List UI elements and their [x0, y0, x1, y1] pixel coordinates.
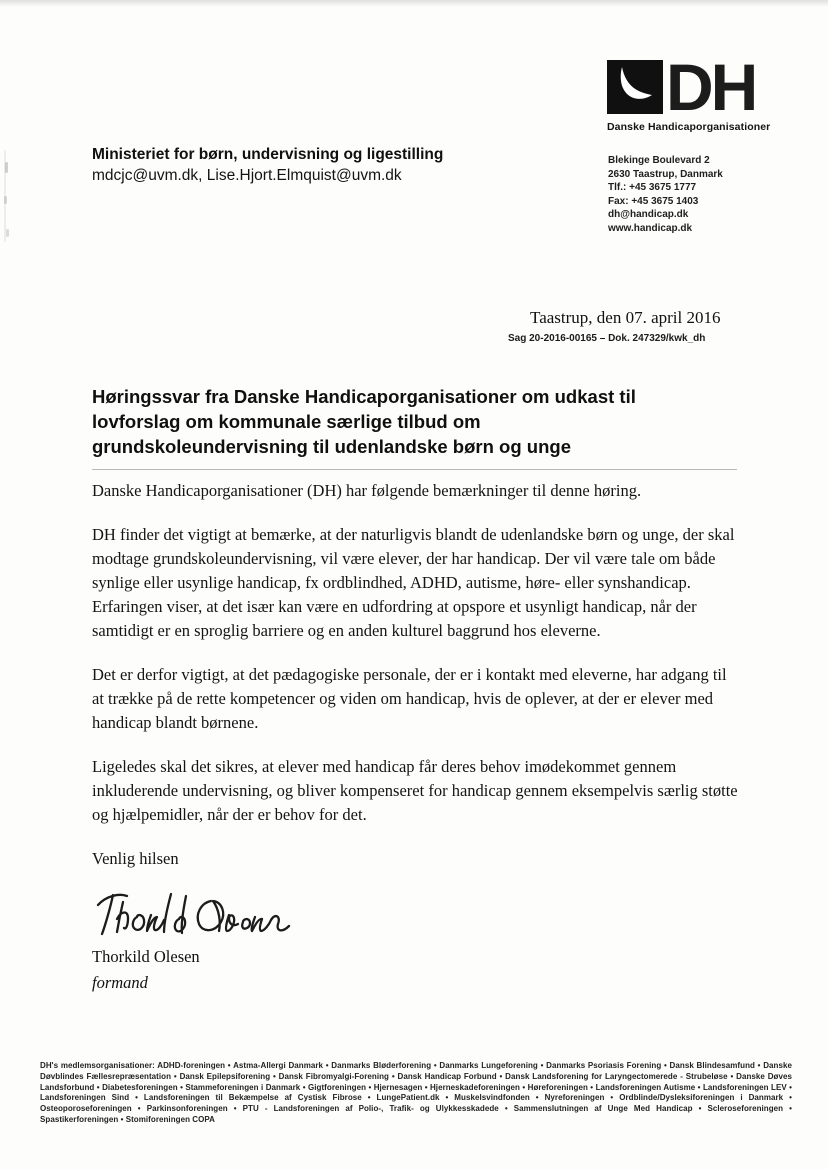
scan-artifact: [5, 162, 8, 173]
paragraph: Ligeledes skal det sikres, at elever med handicap får deres behov imødekommet gennem inkluderende undervisning, og bliver kompenseret for handicap gennem eksempelvis særlig støtte og hjælpemidler, når der er behov for det.: [92, 757, 738, 824]
recipient-name: Ministeriet for børn, undervisning og ligestilling: [92, 146, 444, 163]
organisation-name: Danske Handicaporganisationer: [607, 121, 771, 133]
sender-address-block: [608, 154, 723, 235]
date-line: Taastrup, den 07. april 2016: [530, 308, 721, 327]
dh-logo-text: DH: [666, 50, 756, 124]
handwritten-signature-icon: [92, 881, 297, 943]
address-line: Tlf.: +45 3675 1777: [608, 182, 697, 193]
scan-artifact: [4, 196, 7, 204]
signatory-title: formand: [92, 973, 148, 992]
signatory-name: Thorkild Olesen: [92, 947, 200, 966]
paragraph: Det er derfor vigtigt, at det pædagogiske personale, der er i kontakt med eleverne, har adgang til at trække på de rette kompetencer og viden om handicap, hvis de oplever, at der er elever med handicap blandt børnene.: [92, 665, 727, 732]
letter-body: [92, 479, 740, 995]
letter-title-line: Høringssvar fra Danske Handicaporganisationer om udkast til: [92, 386, 636, 407]
case-reference: Sag 20-2016-00165 – Dok. 247329/kwk_dh: [508, 333, 706, 344]
paragraph: DH finder det vigtigt at bemærke, at der naturligvis blandt de udenlandske børn og unge, der skal modtage grundskoleundervisning, vil være elever, der har handicap. Der vil være tale om både synlige eller usynlige handicap, fx ordblindhed, ADHD, autisme, høre- eller synshandicap. Erfaringen viser, at det især kan være en udfordring at opspore et usynligt handicap, når der samtidigt er en sproglig barriere og en anden kulturel baggrund hos eleverne.: [92, 525, 735, 640]
address-line: dh@handicap.dk: [608, 209, 689, 220]
letter-title-line: lovforslag om kommunale særlige tilbud om: [92, 411, 481, 432]
address-line: www.handicap.dk: [608, 222, 693, 234]
dh-logo-row: [607, 50, 770, 124]
dh-logo: [607, 50, 771, 133]
recipient-block: [92, 146, 443, 185]
address-line: Blekinge Boulevard 2: [608, 155, 710, 166]
recipient-emails: mdcjc@uvm.dk, Lise.Hjort.Elmquist@uvm.dk: [92, 167, 402, 184]
paragraph: Danske Handicaporganisationer (DH) har følgende bemærkninger til denne høring.: [92, 481, 642, 500]
letter-title: [92, 384, 732, 459]
closing-salutation: Venlig hilsen: [92, 849, 179, 868]
address-line: 2630 Taastrup, Danmark: [608, 168, 723, 180]
member-organisations-footer: DH's medlemsorganisationer: ADHD-foreningen • Astma-Allergi Danmark • Danmarks Bløderforening • Danmarks Lungeforening • Danmarks Psoriasis Forening • Dansk Blindesamfund • Danske Døvblindes Fællesrepræsentation • Dansk Epilepsiforening • Dansk Fibromyalgi-Forening • Dansk Handicap Forbund • Dansk Landsforening for Laryngectomerede - Strubeløse • Danske Døves Landsforbund • Diabetesforeningen • Stammeforeningen i Danmark • Gigtforeningen • Hjernesagen • Hjerneskadeforeningen • Høreforeningen • Landsforeningen Autisme • Landsforeningen LEV • Landsforeningen Sind • Landsforeningen til Bekæmpelse af Cystisk Fibrose • LungePatient.dk • Muskelsvindfonden • Nyreforeningen • Ordblinde/Dysleksiforeningen i Danmark • Osteoporoseforeningen • Parkinsonforeningen • PTU - Landsforeningen af Polio-, Trafik- og Ulykkesskadede • Sammenslutningen af Unge Med Handicap • Scleroseforeningen • Spastikerforeningen • Stomiforeningen COPA: [40, 1061, 792, 1124]
dh-bird-logo-icon: [607, 60, 663, 114]
scan-artifact: [6, 229, 9, 237]
title-divider: [92, 469, 737, 470]
letter-title-line: grundskoleundervisning til udenlandske børn og unge: [92, 436, 571, 457]
address-line: Fax: +45 3675 1403: [608, 195, 699, 207]
